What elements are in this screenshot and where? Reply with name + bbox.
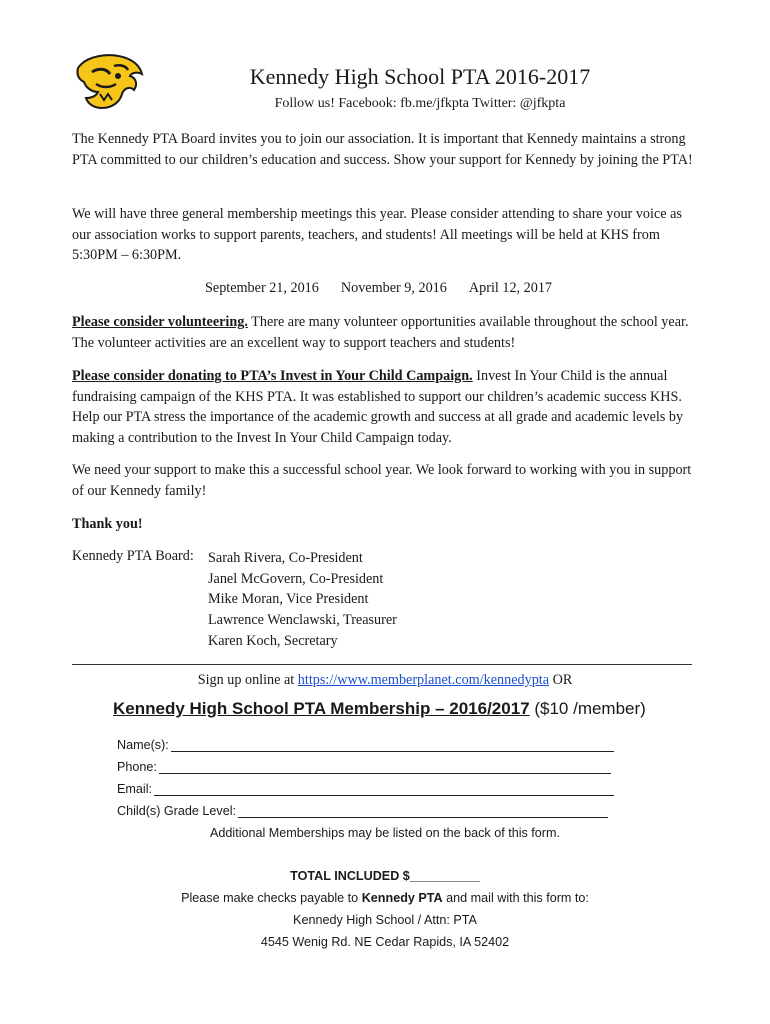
total-included: TOTAL INCLUDED $__________ [290, 869, 480, 883]
divider [72, 664, 692, 665]
thank-you: Thank you! [72, 516, 143, 532]
page-title: Kennedy High School PTA 2016-2017 [249, 64, 591, 89]
phone-line[interactable] [159, 761, 611, 774]
board-member: Sarah Rivera, Co-President [208, 550, 363, 566]
email-line[interactable] [154, 783, 614, 796]
names-field[interactable]: Name(s): [117, 738, 614, 752]
signup-line: Sign up online at https://www.memberplanet.com/kennedypta OR [197, 672, 573, 688]
membership-title: Kennedy High School PTA Membership – 2016/2017 ($10 /member) [113, 699, 646, 718]
grade-line[interactable] [238, 805, 608, 818]
grade-field[interactable]: Child(s) Grade Level: [117, 804, 608, 818]
board-member: Karen Koch, Secretary [208, 632, 338, 649]
board-label: Kennedy PTA Board: [72, 548, 194, 564]
payable-line: Please make checks payable to Kennedy PTA and mail with this form to: [181, 891, 589, 905]
meeting-date: November 9, 2016 [340, 280, 447, 296]
donate-paragraph: Please consider donating to PTA’s Invest in Your Child Campaign. Invest In Your Child is the annual fundraising campaign of the KHS PTA. It was established to support our children’s academic success KHS. Help our PTA stress the importance of the academic growth and success at all grade and academic levels by making a contribution to the Invest In Your Child Campaign today. [72, 368, 684, 446]
volunteer-heading: Please consider volunteering. [72, 314, 248, 330]
volunteer-paragraph: Please consider volunteering. There are many volunteer opportunities available throughout the school year. The volunteer activities are an excellent way to support teachers and students! [72, 314, 689, 351]
board-member: Lawrence Wenclawski, Treasurer [208, 612, 397, 629]
address-line-1: Kennedy High School / Attn: PTA [293, 913, 477, 927]
additional-note: Additional Memberships may be listed on the back of this form. [210, 826, 560, 840]
signup-link[interactable]: https://www.memberplanet.com/kennedypta [297, 672, 550, 688]
names-line[interactable] [171, 739, 614, 752]
meeting-dates [205, 280, 574, 297]
meeting-date: September 21, 2016 [205, 280, 319, 296]
board-members [208, 548, 397, 652]
email-field[interactable]: Email: [117, 782, 614, 796]
phone-field[interactable]: Phone: [117, 760, 611, 774]
donate-heading: Please consider donating to PTA’s Invest in Your Child Campaign. [72, 368, 473, 384]
intro-paragraph: The Kennedy PTA Board invites you to join our association. It is important that Kennedy maintains a strong PTA committed to our children’s education and success. Show your support for Kennedy by joining the PTA! [72, 131, 693, 168]
address-line-2: 4545 Wenig Rd. NE Cedar Rapids, IA 52402 [260, 935, 510, 949]
board-member: Mike Moran, Vice President [208, 591, 369, 608]
social-follow: Follow us! Facebook: fb.me/jfkpta Twitter: @jfkpta [274, 96, 566, 111]
board-member: Janel McGovern, Co-President [208, 570, 384, 587]
support-paragraph: We need your support to make this a successful school year. We look forward to working with you in support of our Kennedy family! [72, 462, 692, 499]
meetings-paragraph: We will have three general membership meetings this year. Please consider attending to share your voice as our association works to support parents, teachers, and students! All meetings will be held at KHS from 5:30PM – 6:30PM. [72, 206, 682, 263]
meeting-date: April 12, 2017 [468, 280, 553, 296]
